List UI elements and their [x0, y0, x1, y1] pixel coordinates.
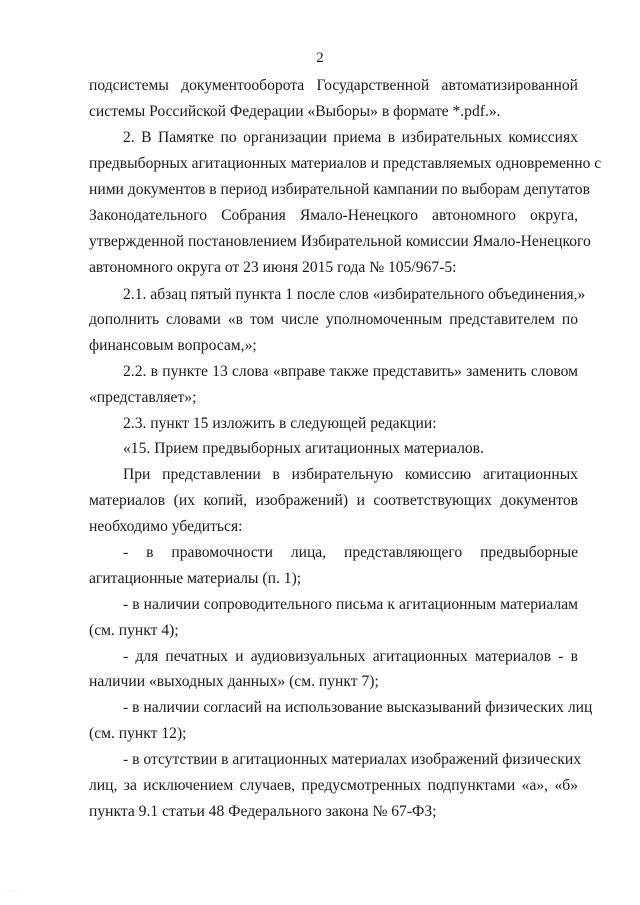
text-line: 2.3. пункт 15 изложить в следующей редакции:: [123, 415, 437, 432]
text-line: предвыборных агитационных материалов и представляемых одновременно с: [89, 155, 602, 172]
text-line: (см. пункт 4);: [89, 622, 179, 639]
text-line: утвержденной постановлением Избирательной комиссии Ямало-Ненецкого: [89, 233, 591, 250]
text-line: - в наличии согласий на использование высказываний физических лиц: [123, 699, 593, 716]
text-line: системы Российской Федерации «Выборы» в формате *.pdf.».: [89, 103, 501, 120]
text-line: (см. пункт 12);: [89, 725, 187, 742]
page-number: 2: [316, 50, 324, 66]
text-line: необходимо убедиться:: [89, 518, 243, 535]
text-line: материалов (их копий, изображений) и соответствующих документов: [89, 492, 578, 509]
text-line: «представляет»;: [89, 389, 197, 406]
text-line: дополнить словами «в том числе уполномоченным представителем по: [89, 311, 578, 328]
text-line: - в отсутствии в агитационных материалах изображений физических: [123, 751, 581, 768]
text-line: Законодательного Собрания Ямало-Ненецкого автономного округа,: [89, 207, 578, 224]
text-line: подсистемы документооборота Государственной автоматизированной: [89, 77, 578, 94]
text-line: автономного округа от 23 июня 2015 года № 105/967-5:: [89, 259, 457, 276]
text-line: агитационные материалы (п. 1);: [89, 570, 302, 587]
text-line: пункта 9.1 статьи 48 Федерального закона № 67-ФЗ;: [89, 803, 437, 820]
text-line: лиц, за исключением случаев, предусмотренных подпунктами «а», «б»: [89, 777, 578, 794]
scan-corner-mark: ········: [6, 890, 20, 895]
text-line: «15. Прием предвыборных агитационных материалов.: [123, 440, 484, 457]
text-line: При представлении в избирательную комиссию агитационных: [123, 466, 578, 483]
text-line: ними документов в период избирательной кампании по выборам депутатов: [89, 181, 590, 198]
text-line: - в правомочности лица, представляющего предвыборные: [123, 544, 578, 561]
text-line: финансовым вопросам,»;: [89, 337, 257, 354]
text-line: 2.1. абзац пятый пункта 1 после слов «избирательного объединения,»: [123, 286, 586, 303]
text-line: 2.2. в пункте 13 слова «вправе также представить» заменить словом: [123, 363, 578, 380]
text-line: 2. В Памятке по организации приема в избирательных комиссиях: [123, 129, 578, 146]
text-line: - для печатных и аудиовизуальных агитационных материалов - в: [123, 648, 578, 665]
text-line: наличии «выходных данных» (см. пункт 7);: [89, 673, 379, 690]
text-line: - в наличии сопроводительного письма к агитационным материалам: [123, 596, 578, 613]
